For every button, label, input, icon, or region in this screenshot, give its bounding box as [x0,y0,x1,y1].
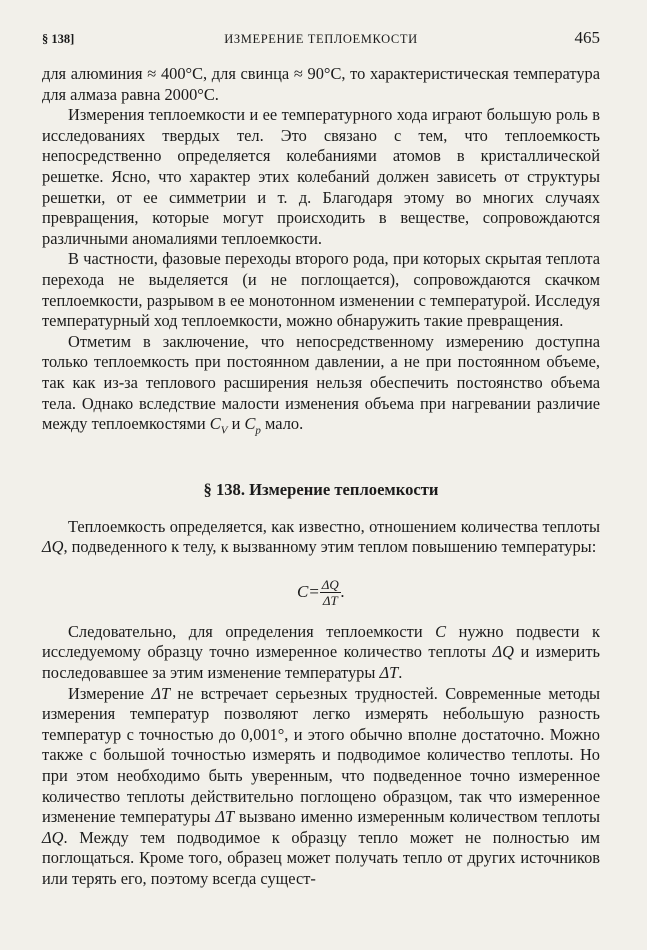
paragraph-phase-transitions: В частности, фазовые переходы второго рода, при которых скрытая теплота перехода не выделяется (и не поглощается), сопровождаются скачком теплоемкости, разрывом в ее монотонном изменении с температурой. Исследуя температурный ход теплоемкости, можно обнаружить такие превращения. [42,249,600,331]
paragraph-definition: Теплоемкость определяется, как известно, отношением количества теплоты ΔQ, подведенного к телу, к вызванному этим теплом повышению температуры: [42,516,600,557]
paragraph-measurements: Измерения теплоемкости и ее температурного хода играют большую роль в исследованиях твердых тел. Это связано с тем, что теплоемкость непосредственно определяется колебаниями атомов в кристаллической решетке. Ясно, что характер этих колебаний должен зависеть от структуры решетки, от ее симметрии и т. д. Благодаря этому во многих случаях превращения, которые могут происходить в веществе, сопровождаются различными аномалиями теплоемкости. [42,105,600,248]
paragraph-measurement-procedure: Следовательно, для определения теплоемкости C нужно подвести к исследуемому образцу точно измеренное количество теплоты ΔQ и измерить последовавшее за этим изменение температуры ΔT. [42,621,600,682]
page-number: 465 [574,28,600,47]
paragraph-continued: для алюминия ≈ 400°C, для свинца ≈ 90°C, то характеристическая температура для алмаза равна 2000°C. [42,64,600,104]
section-reference: § 138] [42,32,75,46]
heat-capacity-formula: C= $\frac{\Delta Q}{\Delta T}$ . [296,577,346,609]
formula-fraction: $\frac{\Delta Q}{\Delta T}$ [321,577,339,609]
running-head [42,28,600,48]
section-heading: § 138. Измерение теплоемкости [203,479,439,499]
paragraph-heat-capacity-note: Отметим в заключение, что непосредственному измерению доступна только теплоемкость при постоянном давлении, а не при постоянном объеме, так как из-за теплового расширения нельзя обеспечить постоянство объема тела. Однако вследствие малости изменения объема при нагревании различие между теплоемкостями $C_V$ и $C_p$ мало. [42,331,600,437]
paragraph-measurement-difficulties: Измерение ΔT не встречает серьезных трудностей. Современные методы измерения температур позволяют легко измерять небольшую разность температур с точностью до 0,001°, и этого обычно вполне достаточно. Можно также с большой точностью измерять и подводимое количество теплоты. Но при этом необходимо быть уверенным, что подведенное точно измеренное количество теплоты действительно поглощено образцом, так что измеренное изменение температуры ΔT вызвано именно измеренным количеством теплоты ΔQ. Между тем подводимое к образцу тепло может не полностью им поглощаться. Кроме того, образец может получать тепло от других источников или терять его, поэтому всегда сущест- [42,683,600,888]
page-body [42,64,600,889]
running-title: ИЗМЕРЕНИЕ ТЕПЛОЕМКОСТИ [224,32,418,46]
